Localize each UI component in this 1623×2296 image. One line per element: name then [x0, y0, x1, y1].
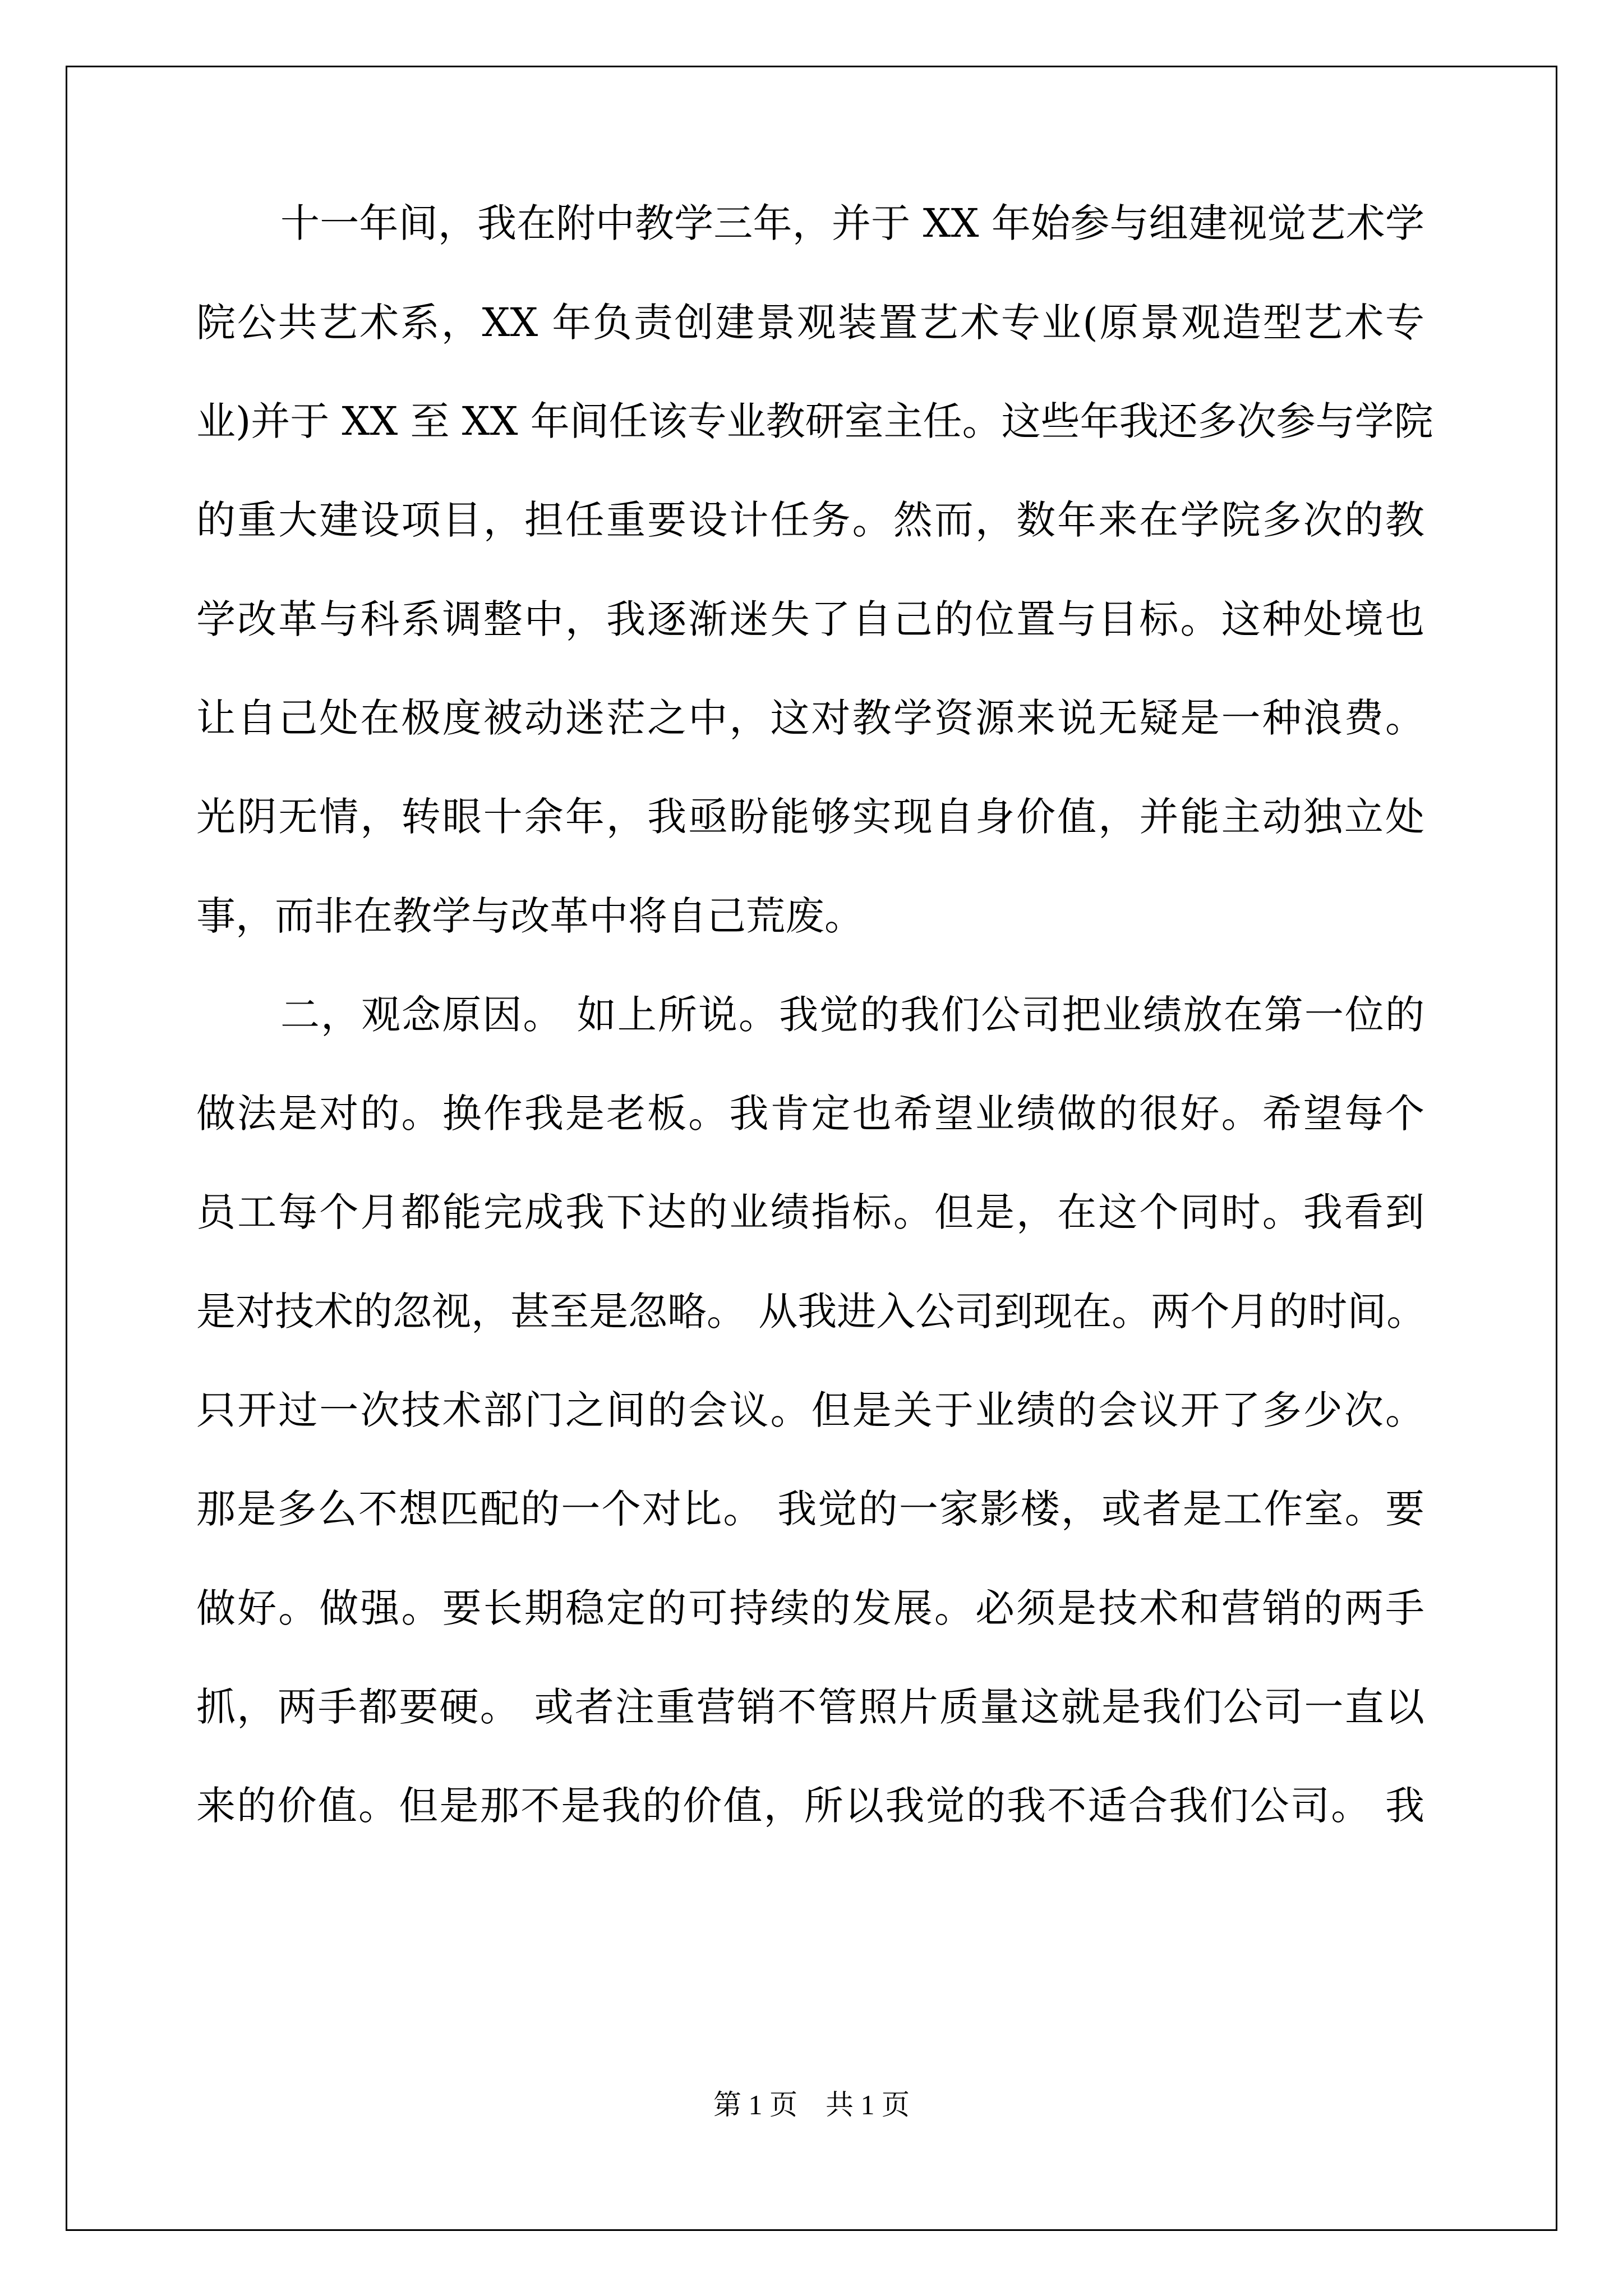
paragraph-2-line-9: 来的价值。但是那不是我的价值，所以我觉的我不适合我们公司。 我: [196, 1783, 1424, 1829]
paragraph-2-line-6: 那是多么不想匹配的一个对比。 我觉的一家影楼，或者是工作室。要: [196, 1486, 1424, 1532]
paragraph-1-line-4: 的重大建设项目，担任重要设计任务。然而，数年来在学院多次的教: [196, 497, 1424, 543]
paragraph-1-line-8: 事，而非在教学与改革中将自己荒废。: [196, 893, 864, 939]
page-number-footer: 第 1 页 共 1 页: [713, 2089, 910, 2120]
paragraph-1-line-7: 光阴无情，转眼十余年，我亟盼能够实现自身价值，并能主动独立处: [196, 794, 1424, 840]
paragraph-2-line-5: 只开过一次技术部门之间的会议。但是关于业绩的会议开了多少次。: [196, 1387, 1424, 1433]
paragraph-2-line-8: 抓，两手都要硬。 或者注重营销不管照片质量这就是我们公司一直以: [196, 1684, 1424, 1730]
paragraph-2-line-7: 做好。做强。要长期稳定的可持续的发展。必须是技术和营销的两手: [196, 1585, 1424, 1631]
paragraph-2-line-2: 做法是对的。换作我是老板。我肯定也希望业绩做的很好。希望每个: [196, 1091, 1424, 1137]
paragraph-1-line-3: 业)并于 XX 至 XX 年间任该专业教研室主任。这些年我还多次参与学院: [196, 398, 1433, 444]
paragraph-2-line-3: 员工每个月都能完成我下达的业绩指标。但是，在这个同时。我看到: [196, 1189, 1424, 1235]
paragraph-2-line-1: 二，观念原因。 如上所说。我觉的我们公司把业绩放在第一位的: [280, 992, 1424, 1038]
paragraph-1-line-5: 学改革与科系调整中，我逐渐迷失了自己的位置与目标。这种处境也: [196, 596, 1424, 642]
paragraph-2-line-4: 是对技术的忽视，甚至是忽略。 从我进入公司到现在。两个月的时间。: [196, 1289, 1426, 1335]
paragraph-1-line-1: 十一年间，我在附中教学三年，并于 XX 年始参与组建视觉艺术学: [280, 200, 1424, 246]
paragraph-1-line-6: 让自己处在极度被动迷茫之中，这对教学资源来说无疑是一种浪费。: [196, 695, 1424, 741]
paragraph-1-line-2: 院公共艺术系，XX 年负责创建景观装置艺术专业(原景观造型艺术专: [196, 300, 1424, 346]
